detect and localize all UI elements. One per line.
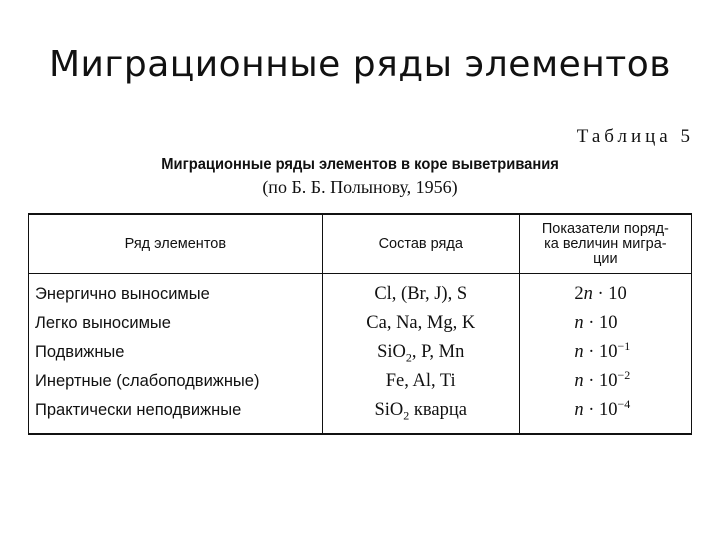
coef-n: n: [574, 400, 584, 420]
slide-title: Миграционные ряды элементов: [48, 44, 672, 85]
row-name: Инертные (слабоподвижные): [35, 372, 260, 390]
table-header-row: [29, 214, 692, 274]
row-name: Легко выносимые: [35, 314, 171, 332]
coef-exponent: −4: [617, 396, 631, 411]
table-source: (по Б. Б. Полынову, 1956): [262, 177, 458, 197]
row-coefficient: $n \cdot 10^{-1}$: [519, 338, 691, 367]
comp-formula: SiO: [377, 342, 406, 362]
migration-table: [28, 213, 692, 435]
table-row: [29, 309, 692, 338]
header-element-series: Ряд элементов: [29, 214, 323, 274]
row-composition: [322, 338, 519, 367]
coef-exponent: −1: [617, 338, 631, 353]
table-title: Миграционные ряды элементов в коре выветривания: [161, 156, 559, 173]
comp-rest: кварца: [409, 400, 467, 420]
header-line: ка величин мигра-: [544, 235, 667, 252]
coef-n: n: [574, 342, 584, 362]
coef-n: n: [583, 284, 593, 304]
coef-exponent: −2: [617, 367, 631, 382]
coef-prefix: 2: [574, 284, 584, 304]
header-line: Показатели поряд-: [541, 220, 669, 237]
header-migration-index: [519, 214, 691, 274]
row-coefficient: 2n · 10: [519, 274, 691, 310]
row-name: Практически неподвижные: [35, 401, 242, 419]
row-name: Подвижные: [35, 343, 125, 361]
row-coefficient: $n \cdot 10^{-2}$: [519, 367, 691, 396]
comp-formula: SiO: [374, 400, 404, 420]
row-composition: Cl, (Br, J), S: [322, 274, 519, 310]
coef-n: n: [574, 371, 584, 391]
comp-rest: , P, Mn: [411, 342, 465, 362]
row-coefficient: $n \cdot 10^{-4}$: [519, 396, 691, 434]
comp-subscript: 2: [403, 408, 410, 423]
row-composition: Fe, Al, Ti: [322, 367, 519, 396]
table-number-label: Таблица 5: [576, 126, 694, 147]
header-line: ции: [593, 250, 618, 267]
comp-subscript: 2: [405, 350, 412, 365]
header-composition: Состав ряда: [322, 214, 519, 274]
table-row: [29, 396, 692, 434]
row-composition: [322, 396, 519, 434]
table-caption: [0, 154, 720, 198]
table-row: [29, 367, 692, 396]
row-coefficient: n · 10: [519, 309, 691, 338]
table-row: [29, 338, 692, 367]
row-name: Энергично выносимые: [35, 285, 210, 303]
row-composition: Ca, Na, Mg, K: [322, 309, 519, 338]
table-row: [29, 274, 692, 310]
coef-n: n: [574, 313, 584, 333]
